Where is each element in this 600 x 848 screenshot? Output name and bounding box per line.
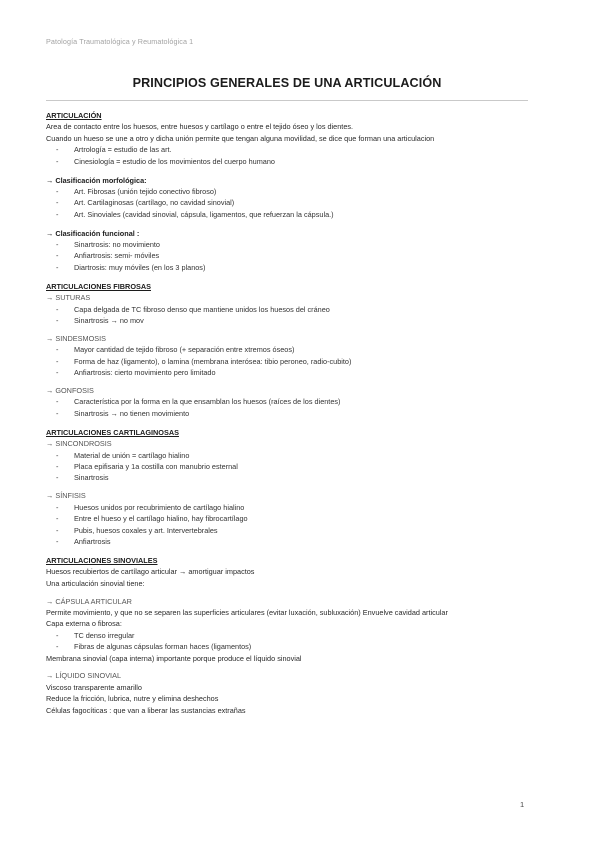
dash-bullet: -	[56, 345, 59, 355]
paragraph-line: Permite movimiento, y que no se separen las superficies articulares (evitar luxación, subluxación) Envuelve cavidad articular	[46, 607, 448, 617]
list-item: - Diartrosis: muy móviles (en los 3 planos)	[56, 262, 206, 272]
list-item: - Art. Fibrosas (unión tejido conectivo fibroso)	[56, 186, 217, 196]
document-body	[46, 110, 546, 716]
list-item: - Sinartrosis → no mov	[56, 316, 144, 325]
subsection-heading: → Clasificación morfológica:	[46, 175, 147, 185]
section-clasificacion-morfologica	[46, 175, 546, 221]
dash-bullet: -	[56, 368, 59, 378]
section-clasificacion-funcional	[46, 228, 546, 274]
dash-bullet: -	[56, 209, 59, 219]
section-heading: ARTICULACIONES CARTILAGINOSAS	[46, 427, 179, 437]
list-item: - Huesos unidos por recubrimiento de cartílago hialino	[56, 502, 245, 512]
list-item: - Entre el hueso y el cartílago hialino, hay fibrocartílago	[56, 514, 248, 524]
list-item: - Artrología = estudio de las art.	[56, 145, 172, 155]
list-item: - Art. Sinoviales (cavidad sinovial, cápsula, ligamentos, que refuerzan la cápsula.)	[56, 209, 334, 219]
dash-bullet: -	[56, 251, 59, 261]
dash-bullet: -	[56, 502, 59, 512]
list-item: - Sinartrosis → no tienen movimiento	[56, 408, 190, 418]
dash-bullet: -	[56, 461, 59, 471]
paragraph-line: Reduce la fricción, lubrica, nutre y elimina deshechos	[46, 694, 219, 704]
dash-bullet: -	[56, 514, 59, 524]
paragraph-line: Capa externa o fibrosa:	[46, 619, 122, 629]
subtype-label: → SINDESMOSIS	[46, 333, 107, 343]
section-heading: ARTICULACIÓN	[46, 111, 102, 120]
dash-bullet: -	[56, 473, 59, 483]
paragraph-line: Membrana sinovial (capa interna) importante porque produce el líquido sinovial	[46, 653, 302, 663]
list-item: - Material de unión = cartílago hialino	[56, 450, 190, 460]
section-articulaciones-fibrosas	[46, 281, 546, 419]
subtype-label: → CÁPSULA ARTICULAR	[46, 596, 132, 606]
list-item: - Sinartrosis	[56, 473, 109, 483]
dash-bullet: -	[56, 262, 59, 272]
section-articulaciones-sinoviales	[46, 555, 546, 716]
dash-bullet: -	[56, 642, 59, 652]
list-item: - Fibras de algunas cápsulas forman haces (ligamentos)	[56, 642, 252, 652]
paragraph-line: Cuando un hueso se une a otro y dicha unión permite que tengan alguna movilidad, se dice que forman una articulacion	[46, 133, 435, 143]
list-item: - Anfiartrosis: semi- móviles	[56, 251, 160, 261]
page-title: PRINCIPIOS GENERALES DE UNA ARTICULACIÓN	[132, 76, 442, 90]
list-item: - Anfiartrosis	[56, 536, 111, 546]
subsection-heading: → Clasificación funcional :	[46, 228, 140, 238]
title-divider	[46, 100, 528, 101]
subtype-label: → SUTURAS	[46, 293, 91, 303]
list-item: - Forma de haz (ligamento), o lamina (membrana interósea: tibio peroneo, radio-cubito)	[56, 356, 352, 366]
subtype-label: → GONFOSIS	[46, 386, 94, 396]
dash-bullet: -	[56, 630, 59, 640]
list-item: - Pubis, huesos coxales y art. Intervertebrales	[56, 525, 218, 535]
dash-bullet: -	[56, 536, 59, 546]
dash-bullet: -	[56, 356, 59, 366]
list-item: - TC denso irregular	[56, 630, 135, 640]
running-header: Patología Traumatológica y Reumatológica 1	[46, 37, 194, 46]
list-item: - Anfiartrosis: cierto movimiento pero limitado	[56, 368, 216, 378]
dash-bullet: -	[56, 198, 59, 208]
dash-bullet: -	[56, 145, 59, 155]
dash-bullet: -	[56, 397, 59, 407]
section-articulaciones-cartilaginosas	[46, 427, 546, 548]
dash-bullet: -	[56, 156, 59, 166]
dash-bullet: -	[56, 304, 59, 314]
subtype-label: → SINCONDROSIS	[46, 439, 112, 449]
list-item: - Característica por la forma en la que ensamblan los huesos (raíces de los dientes)	[56, 397, 341, 407]
list-item: - Sinartrosis: no movimiento	[56, 240, 160, 250]
list-item: - Placa epifisaria y 1a costilla con manubrio esternal	[56, 461, 238, 471]
paragraph-line: Células fagocíticas : que van a liberar las sustancias extrañas	[46, 705, 246, 715]
section-heading: ARTICULACIONES FIBROSAS	[46, 281, 151, 291]
dash-bullet: -	[56, 525, 59, 535]
paragraph-line: Area de contacto entre los huesos, entre huesos y cartílago o entre el tejido óseo y los dientes.	[46, 122, 354, 132]
paragraph-line: Huesos recubiertos de cartílago articular → amortiguar impactos	[46, 567, 255, 577]
dash-bullet: -	[56, 450, 59, 460]
dash-bullet: -	[56, 240, 59, 250]
dash-bullet: -	[56, 186, 59, 196]
list-item: - Capa delgada de TC fibroso denso que mantiene unidos los huesos del cráneo	[56, 304, 330, 314]
section-heading: ARTICULACIONES SINOVIALES	[46, 555, 158, 565]
page-number: 1	[520, 800, 525, 809]
paragraph-line: Viscoso transparente amarillo	[46, 682, 142, 692]
section-articulacion	[46, 110, 546, 167]
subtype-label: → LÍQUIDO SINOVIAL	[46, 671, 122, 681]
subtype-label: → SÍNFISIS	[46, 491, 86, 501]
list-item: - Mayor cantidad de tejido fibroso (+ separación entre xtremos óseos)	[56, 345, 295, 355]
list-item: - Art. Cartilaginosas (cartílago, no cavidad sinovial)	[56, 198, 235, 208]
paragraph-line: Una articulación sinovial tiene:	[46, 578, 145, 588]
dash-bullet: -	[56, 408, 59, 418]
list-item: - Cinesiología = estudio de los movimientos del cuerpo humano	[56, 156, 275, 166]
dash-bullet: -	[56, 316, 59, 325]
